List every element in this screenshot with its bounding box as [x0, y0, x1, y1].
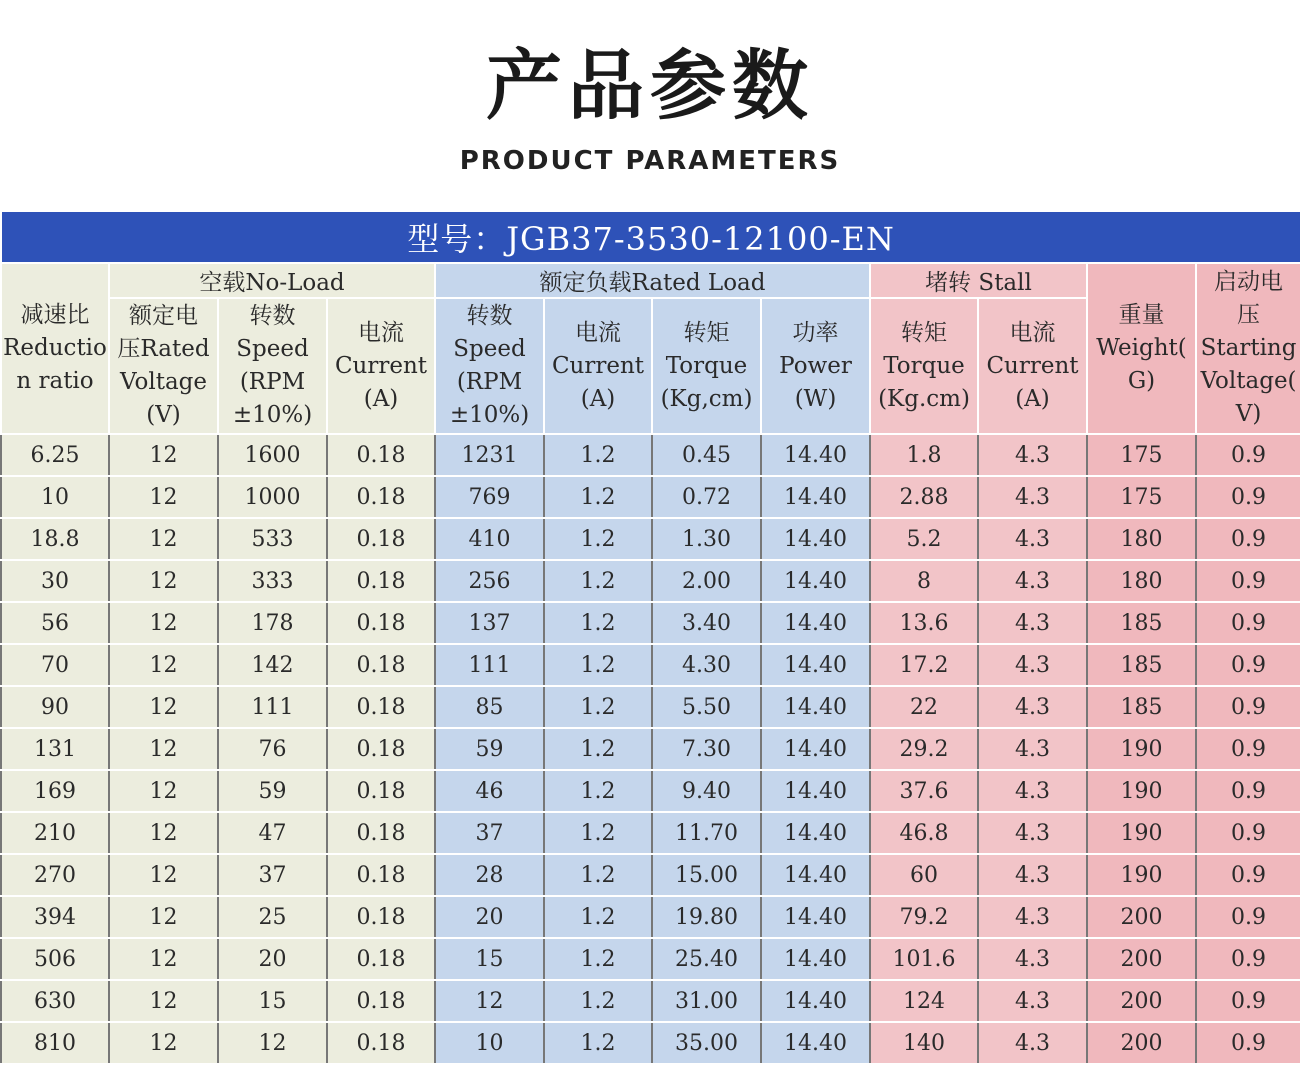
page-title: 产品参数 — [486, 41, 814, 130]
reduction-line: n ratio — [16, 368, 94, 394]
stall-current-header — [978, 298, 1087, 434]
nl-voltage-cell: 12 — [109, 560, 218, 602]
stall-current-cell: 4.3 — [978, 854, 1087, 896]
stall-current-cell: 4.3 — [978, 980, 1087, 1022]
reduction-cell: 70 — [1, 644, 109, 686]
rl-speed-cell: 28 — [435, 854, 544, 896]
table-row — [1, 602, 1300, 644]
table-row — [1, 476, 1300, 518]
header-line: 转数 — [249, 303, 296, 329]
nl-current-cell: 0.18 — [327, 686, 435, 728]
rl-power-cell: 14.40 — [761, 812, 870, 854]
weight-cell: 175 — [1087, 434, 1196, 476]
rl-power-cell: 14.40 — [761, 1022, 870, 1064]
header-line: (Kg.cm) — [878, 385, 970, 412]
rl-power-cell: 14.40 — [761, 728, 870, 770]
nl-speed-cell: 1600 — [218, 434, 327, 476]
rl-power-cell: 14.40 — [761, 896, 870, 938]
stall-torque-cell: 17.2 — [870, 644, 978, 686]
table-body — [1, 434, 1300, 1064]
starting-voltage-cell: 0.9 — [1196, 812, 1300, 854]
reduction-cell: 6.25 — [1, 434, 109, 476]
nl-current-cell: 0.18 — [327, 938, 435, 980]
weight-cell: 180 — [1087, 518, 1196, 560]
table-row — [1, 980, 1300, 1022]
starting-voltage-cell: 0.9 — [1196, 434, 1300, 476]
weight-cell: 175 — [1087, 476, 1196, 518]
table-row — [1, 644, 1300, 686]
rl-torque-cell: 25.40 — [652, 938, 761, 980]
weight-cell: 190 — [1087, 812, 1196, 854]
nl-speed-cell: 47 — [218, 812, 327, 854]
header-line: (RPM — [456, 369, 523, 395]
rl-current-cell: 1.2 — [544, 518, 652, 560]
rl-speed-cell: 769 — [435, 476, 544, 518]
rl-speed-cell: 111 — [435, 644, 544, 686]
header-line: Power — [779, 352, 852, 379]
header-line: Torque — [883, 352, 965, 379]
stall-torque-cell: 2.88 — [870, 476, 978, 518]
starting-voltage-header — [1196, 263, 1300, 434]
stall-torque-cell: 101.6 — [870, 938, 978, 980]
rl-speed-cell: 410 — [435, 518, 544, 560]
rl-current-cell: 1.2 — [544, 686, 652, 728]
starting-line: Voltage( — [1200, 368, 1297, 394]
starting-voltage-cell: 0.9 — [1196, 560, 1300, 602]
rl-power-cell: 14.40 — [761, 980, 870, 1022]
rated-load-group-header: 额定负载Rated Load — [435, 263, 870, 298]
rl-power-cell: 14.40 — [761, 770, 870, 812]
rl-torque-cell: 0.72 — [652, 476, 761, 518]
starting-line: V) — [1235, 401, 1262, 427]
rl-current-cell: 1.2 — [544, 980, 652, 1022]
model-title: 型号：JGB37-3530-12100-EN — [1, 211, 1300, 263]
nl-current-cell: 0.18 — [327, 896, 435, 938]
weight-cell: 200 — [1087, 896, 1196, 938]
nl-speed-cell: 76 — [218, 728, 327, 770]
starting-voltage-cell: 0.9 — [1196, 728, 1300, 770]
weight-line: Weight( — [1096, 335, 1187, 361]
stall-current-cell: 4.3 — [978, 560, 1087, 602]
nl-voltage-cell: 12 — [109, 1022, 218, 1064]
weight-cell: 200 — [1087, 938, 1196, 980]
starting-voltage-cell: 0.9 — [1196, 476, 1300, 518]
nl-speed-cell: 533 — [218, 518, 327, 560]
no-load-speed-header — [218, 298, 327, 434]
rl-current-cell: 1.2 — [544, 728, 652, 770]
stall-current-cell: 4.3 — [978, 644, 1087, 686]
rl-power-cell: 14.40 — [761, 560, 870, 602]
rl-speed-cell: 46 — [435, 770, 544, 812]
rl-speed-cell: 59 — [435, 728, 544, 770]
stall-current-cell: 4.3 — [978, 518, 1087, 560]
title-area — [0, 0, 1300, 210]
nl-current-cell: 0.18 — [327, 518, 435, 560]
rl-torque-cell: 9.40 — [652, 770, 761, 812]
nl-speed-cell: 12 — [218, 1022, 327, 1064]
nl-speed-cell: 37 — [218, 854, 327, 896]
stall-current-cell: 4.3 — [978, 686, 1087, 728]
nl-voltage-cell: 12 — [109, 980, 218, 1022]
weight-cell: 190 — [1087, 728, 1196, 770]
rl-torque-cell: 7.30 — [652, 728, 761, 770]
weight-cell: 185 — [1087, 686, 1196, 728]
nl-current-cell: 0.18 — [327, 434, 435, 476]
header-line: Current — [986, 352, 1079, 379]
table-row — [1, 518, 1300, 560]
rl-torque-cell: 2.00 — [652, 560, 761, 602]
stall-current-cell: 4.3 — [978, 1022, 1087, 1064]
stall-torque-cell: 124 — [870, 980, 978, 1022]
nl-speed-cell: 59 — [218, 770, 327, 812]
stall-torque-cell: 46.8 — [870, 812, 978, 854]
rl-current-cell: 1.2 — [544, 812, 652, 854]
rl-speed-cell: 10 — [435, 1022, 544, 1064]
nl-voltage-cell: 12 — [109, 644, 218, 686]
weight-cell: 200 — [1087, 980, 1196, 1022]
stall-current-cell: 4.3 — [978, 434, 1087, 476]
nl-voltage-cell: 12 — [109, 434, 218, 476]
stall-torque-header — [870, 298, 978, 434]
rl-power-cell: 14.40 — [761, 476, 870, 518]
rl-torque-cell: 15.00 — [652, 854, 761, 896]
nl-current-cell: 0.18 — [327, 728, 435, 770]
table-row — [1, 812, 1300, 854]
header-line: 电流 — [575, 319, 621, 346]
rated-current-header — [544, 298, 652, 434]
weight-line: 重量 — [1118, 302, 1165, 328]
header-line: 额定电 — [129, 303, 198, 329]
rl-current-cell: 1.2 — [544, 560, 652, 602]
stall-torque-cell: 60 — [870, 854, 978, 896]
stall-current-cell: 4.3 — [978, 602, 1087, 644]
stall-current-cell: 4.3 — [978, 476, 1087, 518]
header-line: (Kg,cm) — [660, 385, 753, 412]
rl-power-cell: 14.40 — [761, 434, 870, 476]
rl-current-cell: 1.2 — [544, 1022, 652, 1064]
reduction-cell: 10 — [1, 476, 109, 518]
nl-voltage-cell: 12 — [109, 476, 218, 518]
rl-torque-cell: 19.80 — [652, 896, 761, 938]
rl-speed-cell: 37 — [435, 812, 544, 854]
nl-current-cell: 0.18 — [327, 602, 435, 644]
starting-line: 压 — [1237, 302, 1261, 328]
reduction-cell: 169 — [1, 770, 109, 812]
nl-voltage-cell: 12 — [109, 770, 218, 812]
page-subtitle: PRODUCT PARAMETERS — [459, 146, 841, 176]
table-row — [1, 770, 1300, 812]
rl-torque-cell: 3.40 — [652, 602, 761, 644]
stall-torque-cell: 140 — [870, 1022, 978, 1064]
rl-power-cell: 14.40 — [761, 854, 870, 896]
reduction-cell: 56 — [1, 602, 109, 644]
table-row — [1, 560, 1300, 602]
header-line: Speed — [236, 336, 309, 362]
header-line: (A) — [363, 385, 399, 412]
rl-torque-cell: 4.30 — [652, 644, 761, 686]
rl-current-cell: 1.2 — [544, 644, 652, 686]
starting-voltage-cell: 0.9 — [1196, 854, 1300, 896]
nl-speed-cell: 15 — [218, 980, 327, 1022]
header-line: (A) — [580, 385, 616, 412]
nl-voltage-cell: 12 — [109, 938, 218, 980]
rl-torque-cell: 31.00 — [652, 980, 761, 1022]
header-line: 转矩 — [901, 319, 947, 346]
rl-torque-cell: 1.30 — [652, 518, 761, 560]
rl-power-cell: 14.40 — [761, 938, 870, 980]
rl-current-cell: 1.2 — [544, 602, 652, 644]
starting-line: Starting — [1200, 335, 1297, 361]
reduction-cell: 270 — [1, 854, 109, 896]
table-row — [1, 938, 1300, 980]
reduction-cell: 131 — [1, 728, 109, 770]
stall-torque-cell: 8 — [870, 560, 978, 602]
starting-voltage-cell: 0.9 — [1196, 1022, 1300, 1064]
header-line: Speed — [453, 336, 526, 362]
table-row — [1, 434, 1300, 476]
rl-speed-cell: 256 — [435, 560, 544, 602]
reduction-line: 减速比 — [20, 302, 90, 328]
stall-torque-cell: 29.2 — [870, 728, 978, 770]
nl-speed-cell: 111 — [218, 686, 327, 728]
rl-torque-cell: 0.45 — [652, 434, 761, 476]
weight-header — [1087, 263, 1196, 434]
nl-voltage-cell: 12 — [109, 686, 218, 728]
header-line: ±10%) — [232, 402, 313, 428]
rl-power-cell: 14.40 — [761, 686, 870, 728]
table-row — [1, 728, 1300, 770]
reduction-cell: 30 — [1, 560, 109, 602]
nl-speed-cell: 178 — [218, 602, 327, 644]
rl-torque-cell: 5.50 — [652, 686, 761, 728]
nl-speed-cell: 20 — [218, 938, 327, 980]
rl-power-cell: 14.40 — [761, 602, 870, 644]
rl-speed-cell: 15 — [435, 938, 544, 980]
starting-voltage-cell: 0.9 — [1196, 770, 1300, 812]
nl-current-cell: 0.18 — [327, 770, 435, 812]
header-line: 转数 — [466, 303, 513, 329]
weight-cell: 190 — [1087, 770, 1196, 812]
header-line: ±10%) — [449, 402, 530, 428]
weight-cell: 185 — [1087, 644, 1196, 686]
starting-voltage-cell: 0.9 — [1196, 980, 1300, 1022]
reduction-cell: 90 — [1, 686, 109, 728]
nl-speed-cell: 333 — [218, 560, 327, 602]
header-line: 压Rated — [117, 336, 210, 362]
table-row — [1, 896, 1300, 938]
rl-current-cell: 1.2 — [544, 770, 652, 812]
rl-speed-cell: 1231 — [435, 434, 544, 476]
stall-current-cell: 4.3 — [978, 728, 1087, 770]
rl-current-cell: 1.2 — [544, 476, 652, 518]
starting-voltage-cell: 0.9 — [1196, 686, 1300, 728]
nl-speed-cell: 25 — [218, 896, 327, 938]
reduction-cell: 810 — [1, 1022, 109, 1064]
weight-cell: 185 — [1087, 602, 1196, 644]
header-line: 电流 — [1009, 319, 1056, 346]
starting-voltage-cell: 0.9 — [1196, 896, 1300, 938]
header-line: (V) — [146, 402, 181, 428]
no-load-group-header: 空载No-Load — [109, 263, 435, 298]
reduction-cell: 394 — [1, 896, 109, 938]
rl-current-cell: 1.2 — [544, 938, 652, 980]
parameters-table — [0, 210, 1300, 1065]
nl-current-cell: 0.18 — [327, 812, 435, 854]
weight-cell: 200 — [1087, 1022, 1196, 1064]
rl-power-cell: 14.40 — [761, 644, 870, 686]
nl-voltage-cell: 12 — [109, 854, 218, 896]
nl-current-cell: 0.18 — [327, 476, 435, 518]
rl-torque-cell: 35.00 — [652, 1022, 761, 1064]
nl-current-cell: 0.18 — [327, 980, 435, 1022]
stall-group-header: 堵转 Stall — [870, 263, 1087, 298]
stall-torque-cell: 22 — [870, 686, 978, 728]
stall-current-cell: 4.3 — [978, 812, 1087, 854]
reduction-cell: 210 — [1, 812, 109, 854]
header-line: Current — [334, 352, 428, 379]
rl-speed-cell: 12 — [435, 980, 544, 1022]
rated-power-header — [761, 298, 870, 434]
starting-voltage-cell: 0.9 — [1196, 644, 1300, 686]
stall-torque-cell: 13.6 — [870, 602, 978, 644]
nl-voltage-cell: 12 — [109, 518, 218, 560]
header-line: 功率 — [792, 319, 839, 346]
stall-torque-cell: 79.2 — [870, 896, 978, 938]
header-line: (W) — [794, 385, 837, 412]
table-row — [1, 854, 1300, 896]
header-line: Torque — [665, 352, 748, 379]
header-line: Voltage — [120, 369, 207, 395]
rl-current-cell: 1.2 — [544, 434, 652, 476]
stall-torque-cell: 5.2 — [870, 518, 978, 560]
starting-voltage-cell: 0.9 — [1196, 938, 1300, 980]
nl-current-cell: 0.18 — [327, 560, 435, 602]
weight-cell: 180 — [1087, 560, 1196, 602]
reduction-cell: 506 — [1, 938, 109, 980]
no-load-current-header — [327, 298, 435, 434]
table-row — [1, 686, 1300, 728]
reduction-cell: 18.8 — [1, 518, 109, 560]
nl-current-cell: 0.18 — [327, 854, 435, 896]
stall-torque-cell: 1.8 — [870, 434, 978, 476]
rl-current-cell: 1.2 — [544, 896, 652, 938]
header-line: (RPM — [239, 369, 306, 395]
reduction-header — [1, 263, 109, 434]
nl-voltage-cell: 12 — [109, 812, 218, 854]
stall-torque-cell: 37.6 — [870, 770, 978, 812]
header-line: 电流 — [358, 319, 404, 346]
rl-power-cell: 14.40 — [761, 518, 870, 560]
rl-speed-cell: 20 — [435, 896, 544, 938]
reduction-line: Reductio — [3, 335, 107, 361]
weight-line: G) — [1127, 368, 1156, 394]
stall-current-cell: 4.3 — [978, 770, 1087, 812]
rl-speed-cell: 85 — [435, 686, 544, 728]
header-line: Current — [551, 352, 645, 379]
nl-current-cell: 0.18 — [327, 644, 435, 686]
rl-speed-cell: 137 — [435, 602, 544, 644]
rl-torque-cell: 11.70 — [652, 812, 761, 854]
header-line: 转矩 — [683, 319, 730, 346]
reduction-cell: 630 — [1, 980, 109, 1022]
nl-speed-cell: 1000 — [218, 476, 327, 518]
stall-current-cell: 4.3 — [978, 896, 1087, 938]
no-load-voltage-header — [109, 298, 218, 434]
starting-voltage-cell: 0.9 — [1196, 602, 1300, 644]
starting-line: 启动电 — [1214, 269, 1284, 295]
rated-torque-header — [652, 298, 761, 434]
starting-voltage-cell: 0.9 — [1196, 518, 1300, 560]
nl-voltage-cell: 12 — [109, 728, 218, 770]
stall-current-cell: 4.3 — [978, 938, 1087, 980]
weight-cell: 190 — [1087, 854, 1196, 896]
header-line: (A) — [1015, 385, 1050, 412]
nl-speed-cell: 142 — [218, 644, 327, 686]
rated-speed-header — [435, 298, 544, 434]
table-row — [1, 1022, 1300, 1064]
nl-current-cell: 0.18 — [327, 1022, 435, 1064]
nl-voltage-cell: 12 — [109, 602, 218, 644]
rl-current-cell: 1.2 — [544, 854, 652, 896]
nl-voltage-cell: 12 — [109, 896, 218, 938]
